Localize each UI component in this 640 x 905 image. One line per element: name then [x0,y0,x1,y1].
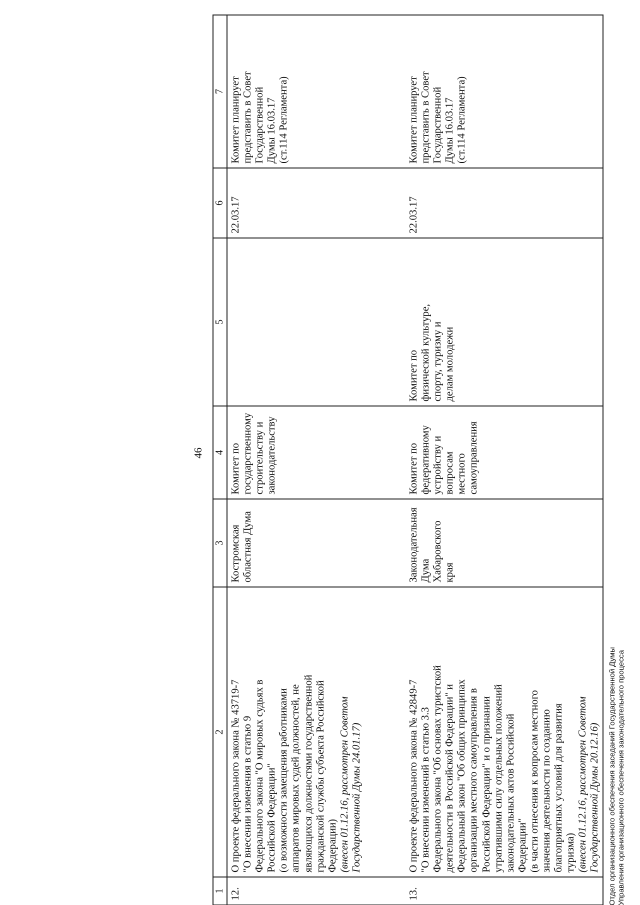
cell-line: (ст.114 Регламента) [278,75,290,163]
cell-line: Думы 16.03.17 [444,97,456,163]
submission-note-line: Государственной Думы 24.01.17) [350,722,362,872]
responsible-committee [227,406,406,499]
table-row [227,15,406,905]
cell-line: Комитет по [408,442,419,494]
row-number: 12. [227,877,406,905]
cell-line: благоприятных условий для развития [553,702,565,872]
page-number: 46 [192,447,204,458]
cell-line: Российской Федерации" [266,762,278,872]
col-header: 4 [213,406,227,499]
cell-line: деятельности в Российской Федерации" и [444,683,456,872]
table-row [405,15,602,905]
cell-line: Государственной [254,86,266,163]
col-header: 7 [213,15,227,168]
cell-line: Комитет планирует [230,75,241,163]
cell-line: Федерации) [326,818,338,872]
cell-line: представить в Совет [420,70,432,163]
cell-line: Комитет по [230,442,241,494]
note [405,15,602,168]
cell-line: федеративному [420,424,432,494]
note [227,15,406,168]
cell-line: края [444,561,456,582]
cell-line: представить в Совет [242,70,254,163]
cell-line: государственному [242,412,254,494]
cell-line: устройству и [432,435,444,494]
co-committee [227,238,406,406]
cell-line: Федеральный закон "Об общих принципах [456,678,468,872]
cell-line: Российской Федерации" и о признании [480,695,492,872]
cell-line: значения деятельности по созданию [541,708,553,872]
cell-line: туризма) [565,832,577,872]
col-header: 2 [213,587,227,877]
cell-line: "О внесении изменения в статью 9 [242,715,254,872]
col-header: 6 [213,168,227,238]
bill-description [227,587,406,877]
cell-line: Дума Хабаровского [420,520,444,582]
submission-note-line: Государственной Думы 20.12.16) [589,722,601,872]
footer-line: Управления организационного обеспечения законодательного процесса [615,649,625,905]
cell-line: Думы 16.03.17 [266,97,278,163]
cell-line: О проекте федерального закона № 43719-7 [230,679,241,872]
co-committee [405,238,602,406]
cell-line: законодательных актов Российской [504,713,516,872]
cell-line: утратившими силу отдельных положений [492,683,504,872]
cell-line: организации местного самоуправления в [468,687,480,872]
footer [608,647,626,905]
bill-description [405,587,602,877]
deadline-date: 22.03.17 [227,168,406,238]
cell-line: О проекте федерального закона № 42849-7 [408,679,419,872]
col-header: 1 [213,877,227,905]
col-header: 5 [213,238,227,406]
cell-line: Федерального закона "О мировых судьях в [254,679,266,872]
cell-line: (ст.114 Регламента) [456,75,468,163]
header-row [213,15,227,905]
footer-line: Отдел организационного обеспечения заседаний Государственной Думы [607,646,616,905]
cell-line: вопросам местного [444,451,468,494]
bills-table [212,14,603,905]
cell-line: самоуправления [468,420,480,494]
cell-line: гражданской службы субъекта Российской [314,679,326,872]
cell-line: Комитет планирует [408,75,419,163]
cell-line: Законодательная [408,506,419,582]
initiator [227,499,406,587]
cell-line: Государственной [432,86,444,163]
responsible-committee [405,406,602,499]
cell-line: Комитет по [408,349,419,401]
cell-line: Федерального закона "Об основах туристской [432,664,444,872]
col-header: 3 [213,499,227,587]
cell-line: (в части отнесения к вопросам местного [528,689,540,872]
deadline-date: 22.03.17 [405,168,602,238]
submission-note-line: (внесен 01.12.16, рассмотрен Советом [338,696,350,872]
cell-line: строительству и [254,421,266,494]
cell-line: являющихся должностями государственной [302,674,314,872]
row-number: 13. [405,877,602,905]
cell-line: спорту, туризму и [432,321,444,401]
cell-line: "О внесении изменений в статью 3.3 [420,706,432,872]
cell-line: Федерации" [516,817,528,872]
initiator [405,499,602,587]
cell-line: областная Дума [242,510,254,582]
cell-line: Костромская [230,524,241,582]
cell-line: физической культуре, [420,303,432,401]
cell-line: делам молодежи [444,326,456,401]
submission-note-line: (внесен 01.12.16, рассмотрен Советом [577,696,589,872]
cell-line: аппаратов мировых судей должностей, не [290,683,302,872]
cell-line: (о возможности замещения работниками [278,687,290,872]
cell-line: законодательству [266,416,278,494]
